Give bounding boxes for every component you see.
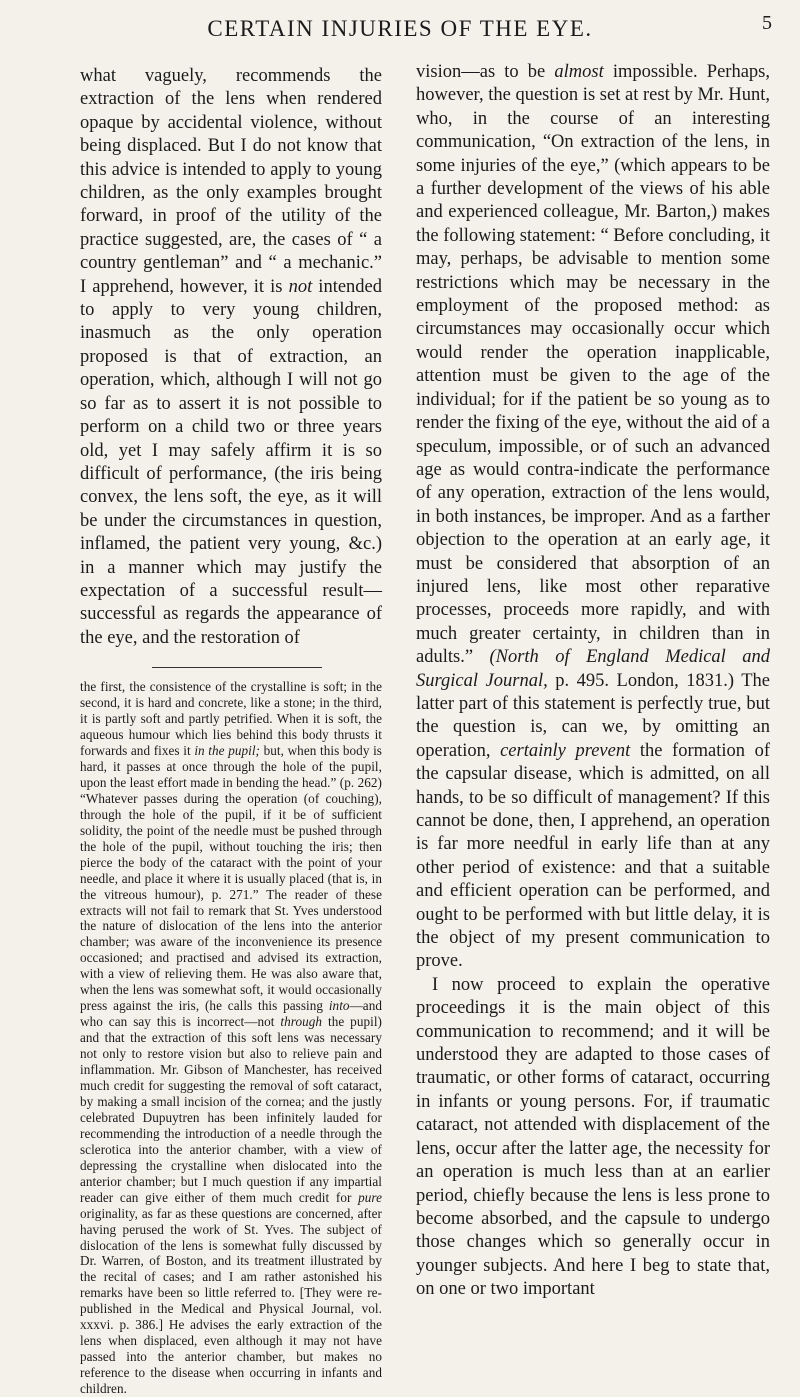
italic-text: through [280,1014,323,1030]
text-run: the pupil) and that the extraction of this soft lens was necessary not only to restore vision but also to relieve pain and inflammation. Mr. Gibson of Manchester, has received much credit for suggesting the removal of soft cataract, by making a small incision of the cornea; and the justly celebrated Dupuytren has been infinitely lauded for recommending the introduction of a needle through the sclerotica into the anterior chamber, with a view of depressing the crystalline when dislocated into the anterior chamber; but I much question if any impartial reader can give either of them much credit for [80,1014,382,1205]
paragraph [80,65,382,650]
italic-text: (North of England Medical and Surgical Journal, [416,647,770,691]
footnote-rule [152,667,322,668]
italic-text: certainly prevent [500,740,631,761]
text-run: originality, as far as these questions are concerned, after having perused the work of St. Yves. The subject of dislocation of the lens is somewhat fully discussed by Dr. Warren, of Boston, and its treatment illustrated by the recital of cases; and I am rather astonished his remarks have been so little referred to. [They were re-published in the Medical and Physical Journal, vol. xxxvi. p. 386.] He advises the early extraction of the lens when displaced, even although it may not have passed into the anterior chamber, but makes no reference to the disease when occurring in infants and children. [80,1205,382,1397]
text-run: but, when this body is hard, it passes at once through the hole of the pupil, upon the least effort made in bending the head.” (p. 262) “Whatever passes during the operation (of couching), through the hole of the pupil, if it be of sufficient solidity, the point of the needle must be pushed through the hole of the pupil, without touching the iris; then pierce the body of the cataract with the point of your needle, and place it where it is usually placed (that is, in the vitreous humour), p. 271.” The reader of these extracts will not fail to remark that St. Yves understood the nature of dislocation of the lens into the anterior chamber; was aware of the inconvenience its presence occasioned; and practised and advised its extraction, with a view of relieving them. He was also aware that, when the lens was somewhat soft, it would occasionally press against the iris, (he calls this passing [80,742,382,1014]
text-run: impossible. Perhaps, however, the question is set at rest by Mr. Hunt, who, in the course of an interesting communication, “On extraction of the lens, in some injuries of the eye,” (which appears to be a further development of the views of his able and experienced colleague, Mr. Barton,) makes the following statement: “ Before concluding, it may, perhaps, be advisable to mention some restrictions which may be necessary in the employment of the proposed method: as circumstances may occasionally occur which would render the operation inapplicable, attention must be given to the age of the individual; for if the patient be so young as to render the fixing of the eye, without the aid of a speculum, impossible, or of such an advanced age as would contra-indicate the performance of any operation, extraction of the lens would, in both instances, be improper. And as a farther objection to the operation at an early age, it must be considered that absorption of an injured lens, like most other reparative processes, proceeds more rapidly, and with much greater certainty, in children than in adults.” [416,62,770,668]
italic-text: into [328,998,350,1014]
running-title: CERTAIN INJURIES OF THE EYE. [207,16,593,41]
text-run: vision—as to be [416,62,555,82]
page-header [0,10,800,50]
left-column-body [80,65,382,650]
italic-text: almost [554,62,604,82]
right-column [416,61,770,1302]
text-run: —and who can say this is incorrect—not [80,998,382,1030]
text-run: the formation of the capsular disease, which is admitted, on all hands, to be so difficult of management? If this cannot be done, then, I apprehend, an operation is far more needful in early life than at any other period of existence: and that a suitable and efficient operation can be performed, and ought to be performed with but little delay, it is the object of my present communication to prove. [416,740,770,972]
text-run: the first, the consistence of the crystalline is soft; in the second, it is hard and concrete, like a stone; in the third, it is partly soft and partly petrified. When it is soft, the aqueous humour which lies behind this body thrusts it forwards and fixes it [80,679,382,758]
text-run: what vaguely, recommends the extraction of the lens when rendered opaque by accidental violence, without being displaced. But I do not know that this advice is intended to apply to young children, as the only examples brought forward, in proof of the utility of the practice suggested, are, the cases of “ a country gentleman” and “ a mechanic.” I apprehend, however, it is [80,66,382,297]
text-run: I now proceed to explain the operative proceedings it is the main object of this communication to recommend; and it will be understood they are adapted to those cases of traumatic, or other forms of cataract, occurring in infants or young persons. For, if traumatic cataract, not attended with displacement of the lens, occur after the latter age, the necessity for an operation is much less than at an earlier period, chiefly because the lens is less prone to become absorbed, and the capsule to undergo those changes which so generally occur in younger subjects. And here I beg to state that, on one or two important [416,974,770,1300]
text-run: p. 495. London, 1831.) The latter part of this statement is perfectly true, but the question is, can we, by omitting an operation, [416,670,771,761]
paragraph [416,974,770,1302]
italic-text: not [288,276,313,297]
paragraph [416,61,770,974]
right-column-body [416,61,770,1302]
left-column [80,65,382,1397]
italic-text: in the pupil; [194,742,260,758]
page-number: 5 [762,12,772,34]
footnote [80,679,382,1397]
text-run: intended to apply to very young children, inasmuch as the only operation proposed is that of extraction, an operation, which, although I will not go so far as to assert it is not possible to perform on a child two or three years old, yet I may safely affirm it is so difficult of performance, (the iris being convex, the lens soft, the eye, as it will be under the circumstances in question, inflamed, the patient very young, &c.) in a manner which may justify the expectation of a successful result—successful as regards the appearance of the eye, and the restoration of [80,276,383,648]
italic-text: pure [358,1189,382,1205]
